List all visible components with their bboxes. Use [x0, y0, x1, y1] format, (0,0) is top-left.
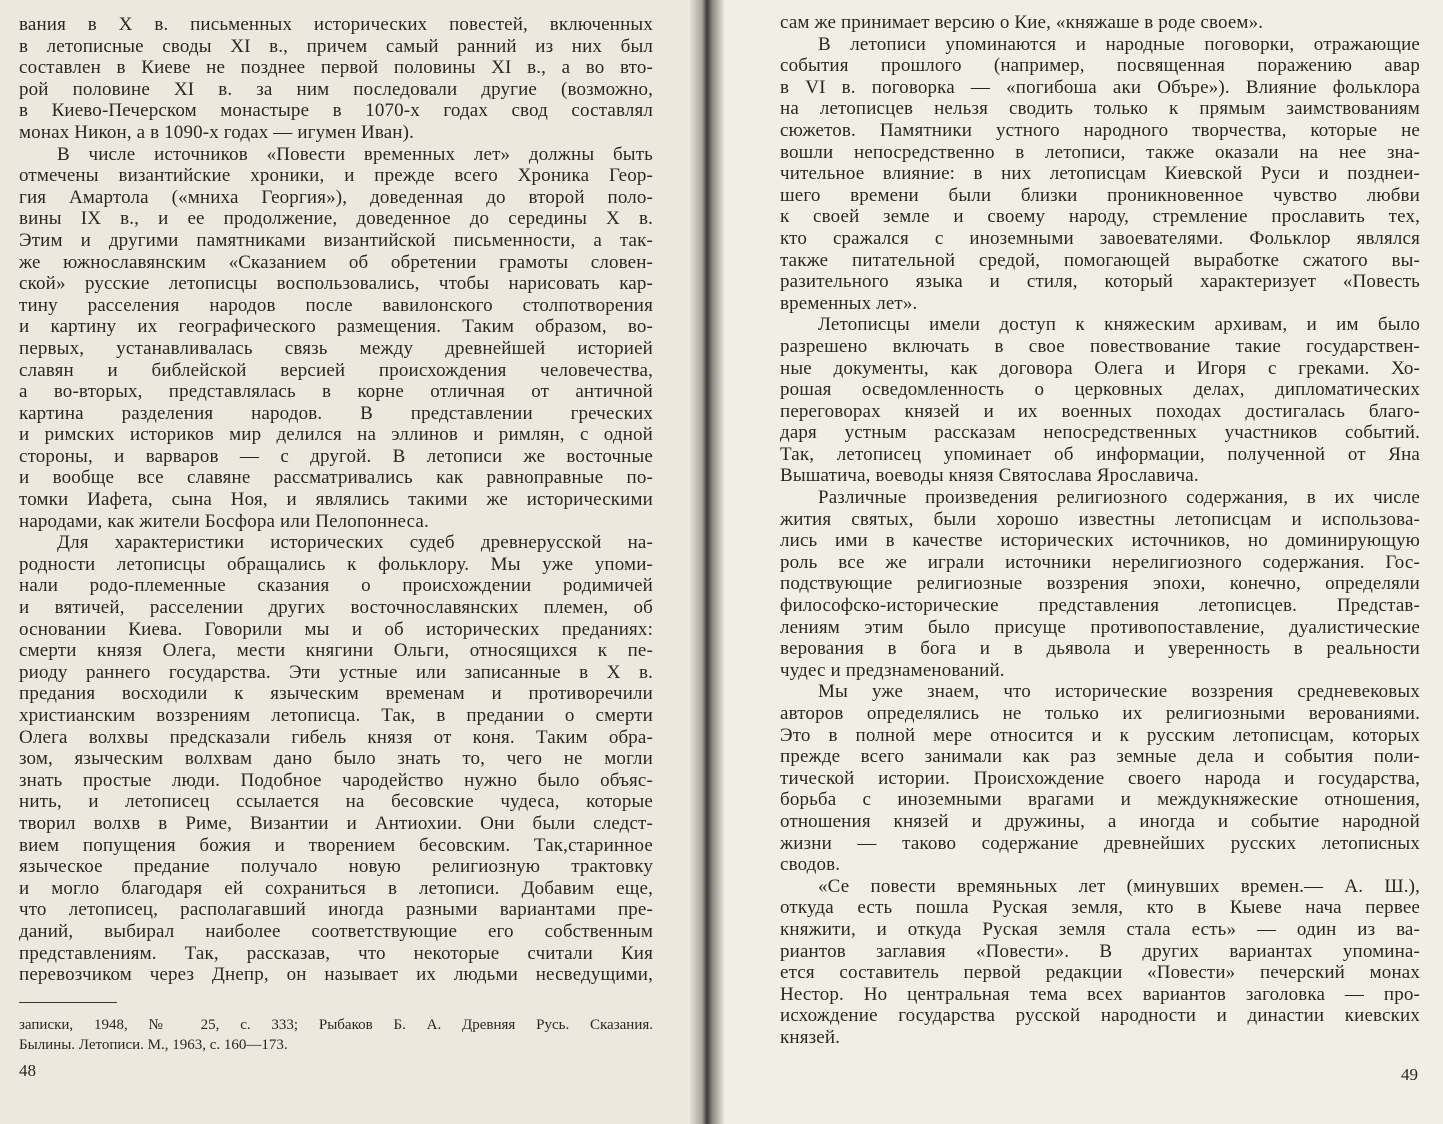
text-line: также питательной средой, помогающей выработке сжатого вы- [780, 249, 1420, 271]
text-line: философско-исторические представления летописцев. Представ- [780, 595, 1420, 617]
text-line: нали родо-племенные сказания о происхождении родимичей [19, 575, 653, 597]
text-line: в летописные своды XI в., причем самый ранний из них был [19, 35, 653, 57]
text-line: в VI в. поговорка — «погибоша аки Объре»). Влияние фольклора [780, 76, 1420, 98]
text-line: представлениям. Так, рассказав, что некоторые считали Кия [19, 942, 653, 964]
text-line: тину расселения народов после вавилонского столпотворения [19, 294, 653, 316]
text-line: лениям этим было присуще противопоставление, дуалистические [780, 616, 1420, 638]
text-line: родности летописцы обращались к фольклору. Мы уже упоми- [19, 553, 653, 575]
text-line: В числе источников «Повести временных лет» должны быть [57, 143, 653, 165]
text-line: вошли непосредственно в летописи, также оказали на нее зна- [780, 141, 1420, 163]
text-line: сюжетов. Памятники устного народного творчества, которые не [780, 119, 1420, 141]
text-line: жития святых, были хорошо известны летописцам и использова- [780, 508, 1420, 530]
text-line: знать простые люди. Подобное чародейство нужно было объяс- [19, 769, 653, 791]
text-line: народами, как жители Босфора или Пелопоннеса. [19, 510, 429, 532]
footnote-line: Былины. Летописи. М., 1963, с. 160—173. [19, 1037, 288, 1053]
text-line: языческое предание получало новую религиозную трактовку [19, 856, 653, 878]
text-line: откуда есть пошла Руская земля, кто в Кыеве нача первее [780, 897, 1420, 919]
text-line: даря устным рассказам непосредственных участников событий. [780, 422, 1420, 444]
text-line: «Се повести времяньных лет (минувших времен.— А. Ш.), [818, 875, 1420, 897]
text-line: на летописцев нельзя сводить только к прямым заимствованиям [780, 98, 1420, 120]
text-line: христианским воззрениям летописца. Так, в предании о смерти [19, 705, 653, 726]
text-line: славян и библейской версией происхождения человечества, [19, 359, 653, 381]
left-page-body [19, 14, 653, 986]
text-line: что летописец, располагавший иногда разными вариантами пре- [19, 899, 653, 921]
text-line: кто сражался с иноземными завоевателями. Фольклор являлся [780, 227, 1420, 249]
text-line: вания в X в. письменных исторических повестей, включенных [19, 14, 653, 35]
text-line: В летописи упоминаются и народные поговорки, отражающие [818, 33, 1420, 55]
text-line: подствующие религиозные воззрения эпохи, конечно, определяли [780, 573, 1420, 595]
text-line: нить, и летописец ссылается на бесовские чудеса, которые [19, 791, 653, 813]
text-line: князей. [780, 1026, 841, 1048]
text-line: первых, устанавливалась связь между древнейшей историей [19, 337, 653, 359]
text-line: рошая осведомленность о церковных делах, дипломатических [780, 379, 1420, 401]
text-line: стороны, и варваров — с другой. В летописи же восточные [19, 445, 653, 467]
text-line: предания восходили к языческим временам и противоречили [19, 683, 653, 705]
text-line: вины IX в., и ее продолжение, доведенное до середины X в. [19, 208, 653, 230]
page-number: 48 [19, 1061, 36, 1080]
text-line: вием попущения божия и творением бесовским. Так,старинное [19, 834, 653, 856]
text-line: отношения князей и дружины, а иногда и событие народной [780, 810, 1420, 832]
text-line: рой половине XI в. за ним последовали другие (возможно, [19, 78, 653, 100]
text-line: смерти князя Олега, мести княгини Ольги, относящихся к пе- [19, 640, 653, 662]
text-line: переговорах князей и их военных походах достигалась благо- [780, 400, 1420, 422]
text-line: события прошлого (например, посвященная поражению авар [780, 55, 1420, 77]
text-line: а во-вторых, представлялась в корне отличная от античной [19, 381, 653, 403]
text-line: гия Амартола («мниха Георгия»), доведенная до второй поло- [19, 186, 653, 208]
text-line: даний, выбирал наиболее соответствующие его собственным [19, 920, 653, 942]
text-line: жизни — таково содержание древнейших русских летописных [780, 832, 1420, 854]
text-line: Нестор. Но центральная тема всех вариантов заголовка — про- [780, 983, 1420, 1005]
text-line: шего времени были близки проникновенное чувство любви [780, 184, 1420, 206]
text-line: разительного языка и стиля, который характеризует «Повесть [780, 271, 1420, 293]
text-line: к своей земле и своему народу, стремление прославить тех, [780, 206, 1420, 228]
text-line: разрешено включать в свое повествование такие государствен- [780, 335, 1420, 357]
text-line: роль все же играли источники нерелигиозного содержания. Гос- [780, 551, 1420, 573]
text-line: верования в бога и в дьявола и уверенность в реальности [780, 638, 1420, 660]
text-line: основании Киева. Говорили мы и об исторических преданиях: [19, 618, 653, 640]
text-line: авторов определялись не только их религиозными верованиями. [780, 703, 1420, 724]
text-line: ется составитель первой редакции «Повести» печерский монах [780, 962, 1420, 984]
text-line: и вообще все славяне рассматривались как равноправные по- [19, 467, 653, 489]
text-line: и вятичей, расселении других восточнославянских племен, об [19, 597, 653, 619]
text-line: ные документы, как договора Олега и Игоря с греками. Хо- [780, 357, 1420, 379]
text-line: княжити, и откуда Руская земля стала есть» — один из ва- [780, 918, 1420, 940]
footnote-rule [19, 1002, 117, 1003]
text-line: ской» русские летописцы воспользовались, чтобы нарисовать кар- [19, 273, 653, 295]
text-line: Вышатича, воеводы князя Святослава Ярославича. [780, 465, 1199, 487]
text-line: картина разделения народов. В представлении греческих [19, 402, 653, 424]
text-line: Мы уже знаем, что исторические воззрения средневековых [818, 681, 1420, 703]
text-line: в Киево-Печерском монастыре в 1070-х годах свод составлял [19, 100, 653, 122]
text-line: и могло благодаря ей сохраниться в летописи. Добавим еще, [19, 877, 653, 899]
text-line: томки Иафета, сына Ноя, и являлись такими же историческими [19, 489, 653, 511]
text-line: чительное влияние: в них летописцам Киевской Руси и позднеи- [780, 163, 1420, 185]
right-page-body [780, 12, 1420, 1049]
text-line: Различные произведения религиозного содержания, в их числе [818, 487, 1420, 509]
right-page [706, 0, 1443, 1124]
text-line: зом, языческим волхвам дано было знать то, чего не могли [19, 748, 653, 770]
text-line: Так, летописец упоминает об информации, полученной от Яна [780, 443, 1420, 465]
text-line: Летописцы имели доступ к княжеским архивам, и им было [818, 314, 1420, 336]
text-line: сам же принимает версию о Кие, «княжаше в роде своем». [780, 12, 1264, 33]
text-line: чудес и предзнаменований. [780, 659, 1005, 681]
text-line: Олега волхвы предсказали гибель князя от коня. Таким обра- [19, 726, 653, 748]
footnote-line: записки, 1948, № 25, с. 333; Рыбаков Б. А. Древняя Русь. Сказания. [19, 1017, 653, 1033]
text-line: риантов заглавия «Повести». В других вариантах упомина- [780, 940, 1420, 962]
text-line: лись ими в качестве исторических источников, но доминирующую [780, 530, 1420, 552]
text-line: и картину их географического размещения. Таким образом, во- [19, 316, 653, 338]
text-line: временных лет». [780, 292, 918, 314]
text-line: творил волхв в Риме, Византии и Антиохии. Они были следст- [19, 812, 653, 834]
text-line: Это в полной мере относится и к русским летописцам, которых [780, 724, 1420, 746]
text-line: риоду раннего государства. Эти устные или записанные в X в. [19, 661, 653, 683]
text-line: перевозчиком через Днепр, он называет их людьми несведущими, [19, 964, 653, 986]
text-line: же южнославянским «Сказанием об обретении грамоты словен- [19, 251, 653, 273]
text-line: прежде всего занимали как раз земные дела и события поли- [780, 746, 1420, 768]
text-line: исхождение государства русской народности и династии киевских [780, 1005, 1420, 1027]
book-gutter [690, 0, 724, 1124]
text-line: тической истории. Происхождение своего народа и государства, [780, 767, 1420, 789]
text-line: составлен в Киеве не позднее первой половины XI в., а во вто- [19, 57, 653, 79]
text-line: отмечены византийские хроники, и прежде всего Хроника Геор- [19, 165, 653, 187]
text-line: и римских историков мир делился на эллинов и римлян, с одной [19, 424, 653, 446]
text-line: сводов. [780, 854, 841, 876]
text-line: Этим и другими памятниками византийской письменности, а так- [19, 229, 653, 251]
footnote [19, 1015, 653, 1055]
text-line: монах Никон, а в 1090-х годах — игумен Иван). [19, 121, 415, 143]
text-line: Для характеристики исторических судеб древнерусской на- [57, 532, 653, 554]
left-page [0, 0, 706, 1124]
text-line: борьба с иноземными врагами и междукняжеские отношения, [780, 789, 1420, 811]
page-number: 49 [1401, 1065, 1418, 1084]
